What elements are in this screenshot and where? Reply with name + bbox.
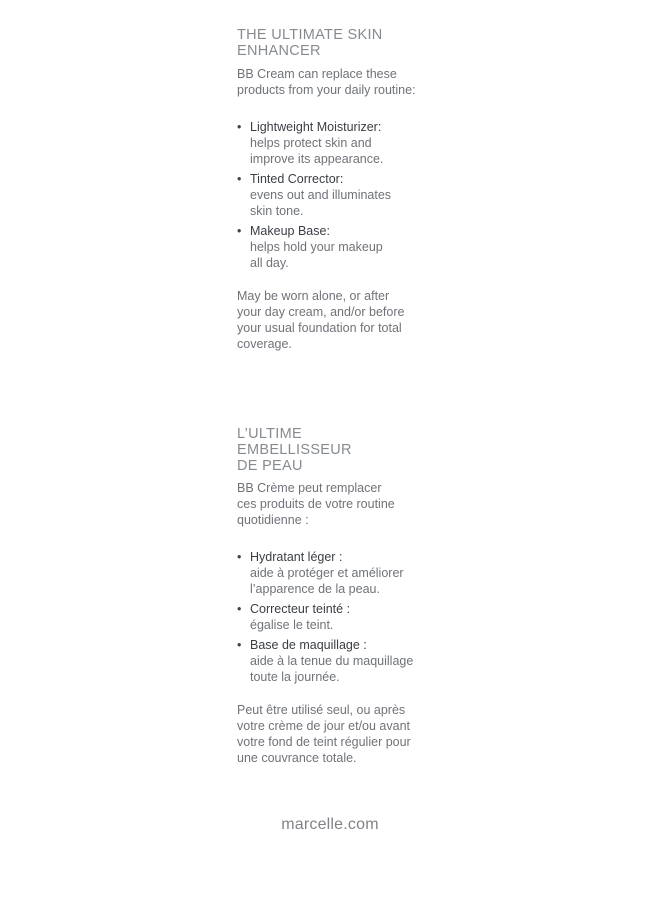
title-line: EMBELLISSEUR xyxy=(237,442,352,458)
benefit-colon: : xyxy=(343,602,351,616)
title-line: THE ULTIMATE SKIN xyxy=(237,27,383,43)
benefit-colon: : xyxy=(359,638,367,652)
bullet-icon: • xyxy=(237,120,242,134)
benefit-description: improve its appearance. xyxy=(250,152,384,166)
bullet-icon: • xyxy=(237,172,242,186)
bullet-icon: • xyxy=(237,224,242,238)
benefit-colon: : xyxy=(335,550,343,564)
intro-line: BB Cream can replace these xyxy=(237,67,397,81)
benefit-description: skin tone. xyxy=(250,204,304,218)
closing-line: votre crème de jour et/ou avant xyxy=(237,719,411,733)
title-line: L’ULTIME xyxy=(237,426,302,442)
french-intro xyxy=(237,480,437,528)
benefit-name: Base de maquillage xyxy=(250,638,360,652)
english-section xyxy=(237,27,437,352)
closing-line: une couvrance totale. xyxy=(237,751,357,765)
benefit-colon: : xyxy=(339,172,344,186)
benefit-item xyxy=(237,171,437,219)
benefit-name: Hydratant léger xyxy=(250,550,336,564)
benefit-description: égalise le teint. xyxy=(250,618,334,632)
benefit-name: Correcteur teinté xyxy=(250,602,344,616)
closing-line: your usual foundation for total xyxy=(237,321,402,335)
closing-line: your day cream, and/or before xyxy=(237,305,405,319)
benefit-colon: : xyxy=(326,224,330,238)
benefit-description: all day. xyxy=(250,256,289,270)
benefit-description: evens out and illuminates xyxy=(250,188,392,202)
bullet-icon: • xyxy=(237,602,242,616)
english-intro xyxy=(237,66,437,98)
title-line: ENHANCER xyxy=(237,43,321,59)
benefit-description: aide à la tenue du maquillage xyxy=(250,654,414,668)
english-benefits-list xyxy=(237,119,437,271)
benefit-description: helps protect skin and xyxy=(250,136,372,150)
closing-line: votre fond de teint régulier pour xyxy=(237,735,411,749)
bullet-icon: • xyxy=(237,638,242,652)
intro-line: products from your daily routine: xyxy=(237,83,416,97)
benefit-description: toute la journée. xyxy=(250,670,340,684)
english-title xyxy=(237,27,437,59)
benefit-item xyxy=(237,549,437,597)
website-url: marcelle.com xyxy=(281,816,379,833)
benefit-description: aide à protéger et améliorer xyxy=(250,566,404,580)
benefit-name: Makeup Base xyxy=(250,224,327,238)
benefit-item xyxy=(237,119,437,167)
closing-line: Peut être utilisé seul, ou après xyxy=(237,703,406,717)
title-line: DE PEAU xyxy=(237,458,303,474)
benefit-description: helps hold your makeup xyxy=(250,240,383,254)
french-closing xyxy=(237,702,437,766)
closing-line: coverage. xyxy=(237,337,292,351)
french-section xyxy=(237,426,437,766)
intro-line: quotidienne : xyxy=(237,513,309,527)
french-title xyxy=(237,426,437,474)
benefit-item xyxy=(237,223,437,271)
benefit-name: Tinted Corrector xyxy=(250,172,340,186)
closing-line: May be worn alone, or after xyxy=(237,289,390,303)
english-closing xyxy=(237,288,437,352)
benefit-item xyxy=(237,601,437,633)
benefit-name: Lightweight Moisturizer xyxy=(250,120,378,134)
intro-line: BB Crème peut remplacer xyxy=(237,481,382,495)
french-benefits-list xyxy=(237,549,437,685)
intro-line: ces produits de votre routine xyxy=(237,497,395,511)
benefit-description: l’apparence de la peau. xyxy=(250,582,380,596)
benefit-colon: : xyxy=(377,120,382,134)
benefit-item xyxy=(237,637,437,685)
bullet-icon: • xyxy=(237,550,242,564)
